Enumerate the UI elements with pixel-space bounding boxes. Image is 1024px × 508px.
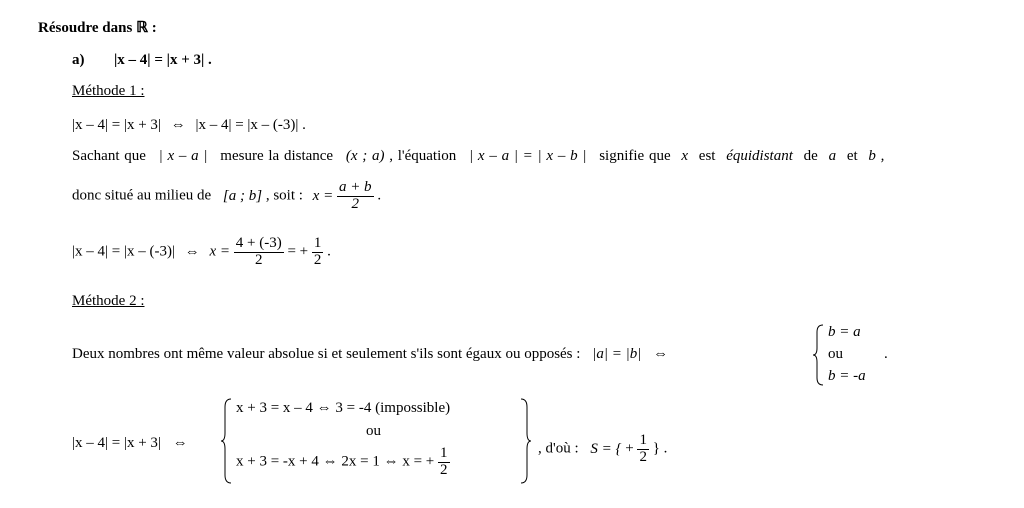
method1-rewrite — [72, 117, 306, 134]
fraction-denominator: 2 — [351, 195, 359, 212]
text: est — [698, 148, 716, 164]
left-brace-icon — [220, 398, 232, 484]
cases-end: . — [884, 346, 888, 362]
text: } . — [652, 440, 668, 457]
math-var: x = — [312, 187, 334, 204]
text: , soit : — [265, 187, 303, 204]
text: , l'équation — [389, 148, 457, 164]
fraction — [438, 446, 450, 479]
math-expr: S = { — [590, 440, 622, 457]
fraction — [637, 433, 649, 466]
text: . — [327, 243, 331, 260]
equivalence-icon: ⇔ — [172, 435, 188, 451]
fraction-numerator: 1 — [440, 445, 448, 461]
text: . — [377, 187, 382, 204]
math-expr: |a| = |b| — [592, 346, 642, 362]
fraction — [312, 236, 324, 269]
fraction-denominator: 2 — [639, 448, 647, 465]
fraction-denominator: 2 — [440, 461, 448, 478]
part-a — [72, 52, 212, 69]
text: Deux nombres ont même valeur absolue si et seulement s'ils sont égaux ou opposés : — [72, 346, 581, 362]
fraction — [337, 180, 374, 213]
method1-title: Méthode 1 : — [72, 83, 145, 99]
math-var: b , — [868, 148, 885, 164]
fraction-denominator: 2 — [254, 251, 263, 268]
math-expr: |x – 4| = |x + 3| — [72, 435, 161, 451]
fraction-numerator: 1 — [639, 432, 647, 448]
fraction-denominator: 2 — [313, 251, 322, 268]
case-2: b = -a — [828, 368, 866, 384]
case-or: ou — [828, 346, 843, 362]
system-or: ou — [366, 423, 381, 439]
fraction-numerator: 1 — [313, 235, 322, 251]
case-1: b = a — [828, 324, 861, 340]
part-a-label: a) — [72, 52, 85, 68]
text: Sachant que — [72, 148, 146, 164]
method1-line2 — [72, 180, 381, 213]
equivalence-icon: ⇔ — [184, 243, 200, 260]
text: donc situé au milieu de — [72, 187, 212, 204]
left-brace-icon — [812, 324, 824, 386]
fraction — [234, 236, 284, 269]
math-var: x = — [209, 243, 230, 260]
math-expr: x + 3 = -x + 4 ⇔ 2x = 1 ⇔ x = + — [236, 453, 435, 470]
system-lhs — [72, 435, 188, 452]
text: de — [803, 148, 818, 164]
math-var: x — [681, 148, 689, 164]
math-expr: (x ; a) — [345, 148, 385, 164]
math-expr: | x – a | — [158, 148, 208, 164]
method1-line1 — [72, 148, 884, 165]
system-line-1: x + 3 = x – 4 ⇔ 3 = -4 (impossible) — [236, 400, 451, 416]
text: + — [625, 440, 634, 457]
conclusion — [538, 433, 667, 466]
method1-rewrite-rhs: |x – 4| = |x – (-3)| . — [195, 117, 306, 133]
text: = + — [287, 243, 309, 260]
right-brace-icon — [520, 398, 532, 484]
math-var: a — [828, 148, 837, 164]
part-a-equation: |x – 4| = |x + 3| . — [114, 52, 212, 68]
emphasis-text: équidistant — [726, 148, 793, 164]
text: mesure la distance — [220, 148, 334, 164]
method1-calc — [72, 236, 331, 269]
math-expr: [a ; b] — [222, 187, 263, 204]
heading: Résoudre dans ℝ : — [38, 20, 157, 36]
system-line-2 — [236, 446, 450, 479]
method1-rewrite-lhs: |x – 4| = |x + 3| — [72, 117, 161, 133]
fraction-numerator: a + b — [338, 179, 372, 195]
text: et — [846, 148, 858, 164]
text: , d'où : — [538, 440, 579, 457]
math-expr: | x – a | = | x – b | — [469, 148, 587, 164]
method2-sentence — [72, 346, 668, 363]
method2-title: Méthode 2 : — [72, 293, 145, 309]
equivalence-icon: ⇔ — [170, 117, 186, 133]
fraction-numerator: 4 + (-3) — [235, 235, 282, 251]
math-expr: |x – 4| = |x – (-3)| — [72, 243, 175, 260]
equivalence-icon: ⇔ — [653, 346, 669, 362]
text: signifie que — [599, 148, 671, 164]
